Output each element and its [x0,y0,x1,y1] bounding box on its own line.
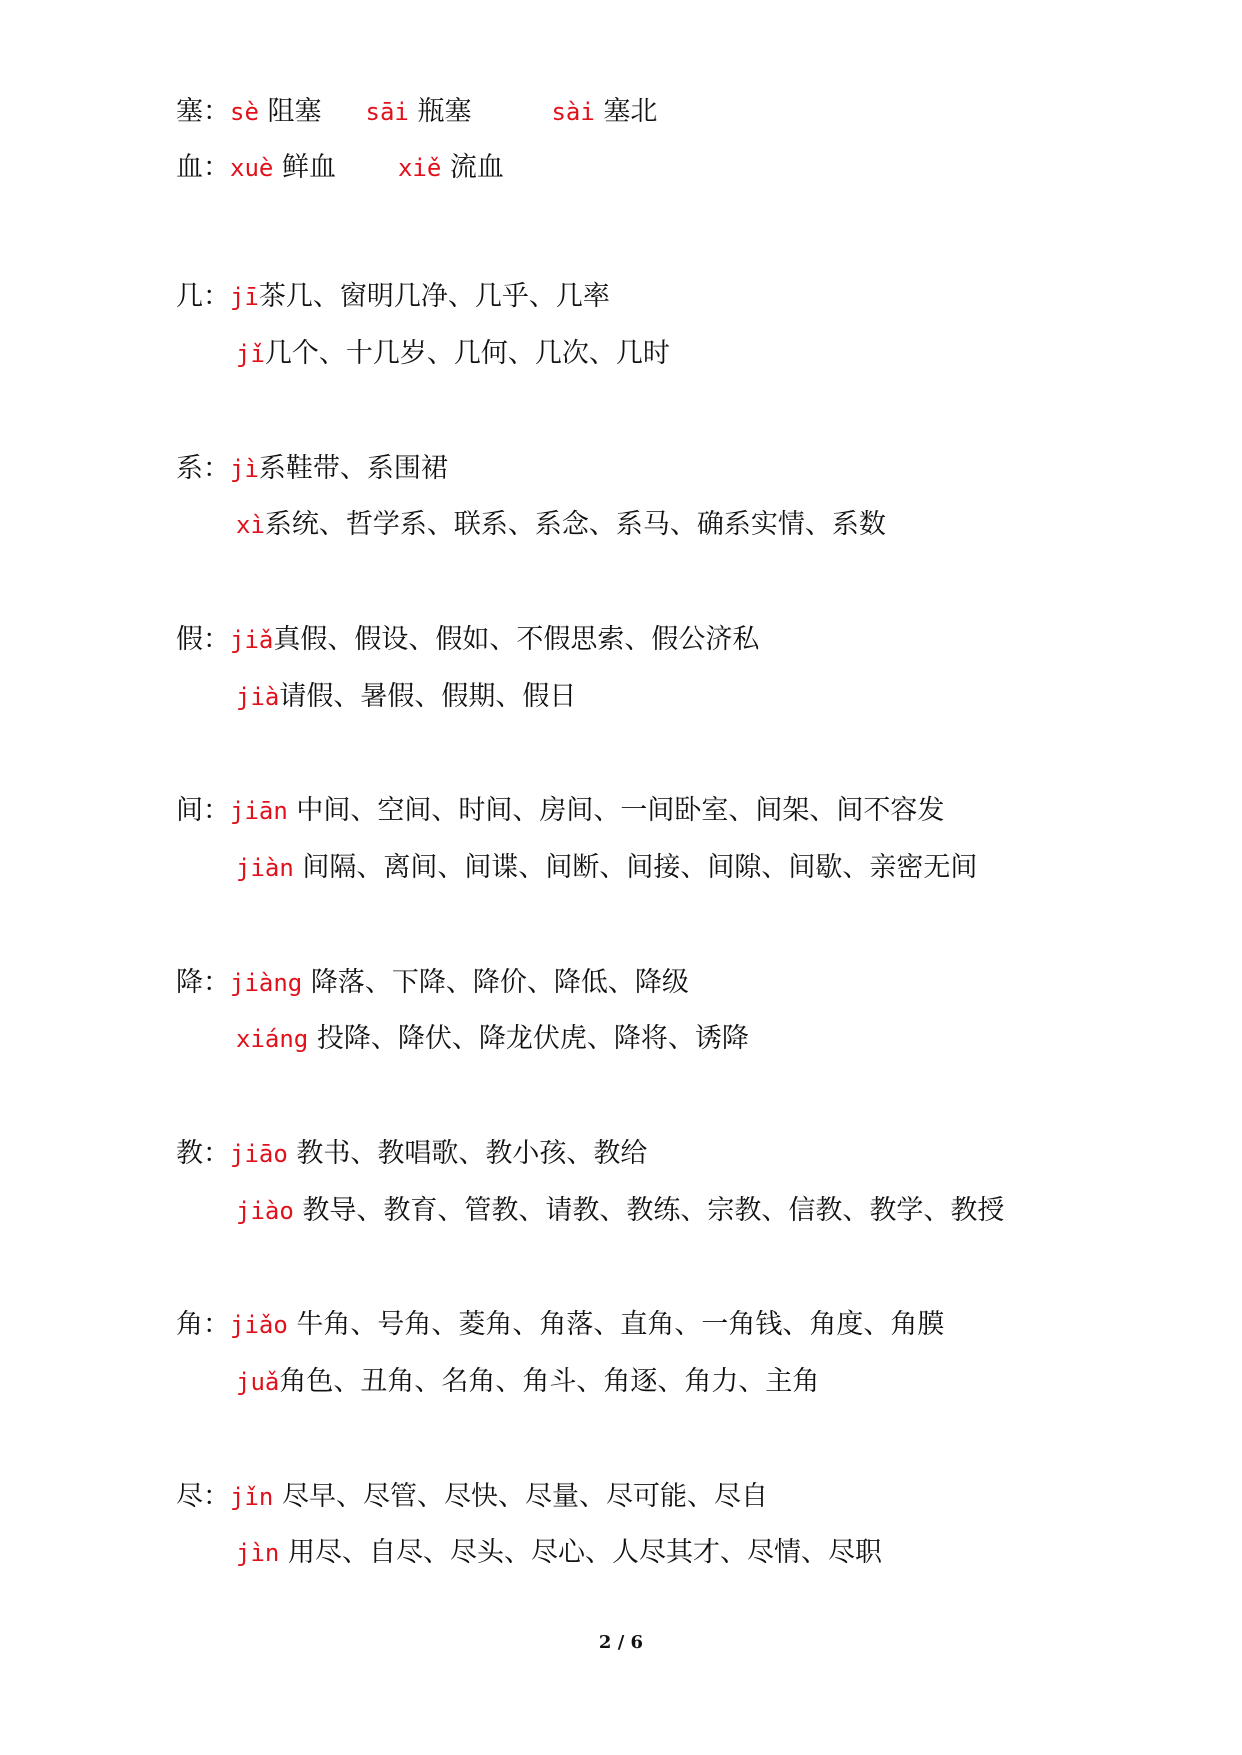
pinyin: jiǎ [230,626,274,654]
char-label: 降 [176,967,203,998]
words: 几个、十几岁、几何、几次、几时 [264,338,670,369]
pinyin: jiān [230,797,288,825]
words: 塞北 [603,96,658,127]
pinyin: jiāo [230,1140,288,1168]
pinyin: xì [236,511,265,539]
words: 教书、教唱歌、教小孩、教给 [296,1138,648,1169]
entry-jiao2-line-1: 角：jiǎo 牛角、号角、菱角、角落、直角、一角钱、角度、角膜 [176,1309,945,1340]
words: 角色、丑角、名角、角斗、角逐、角力、主角 [279,1366,820,1397]
words: 鲜血 [281,152,336,183]
words: 中间、空间、时间、房间、一间卧室、间架、间不容发 [296,795,945,826]
words: 尽早、尽管、尽快、尽量、尽可能、尽自 [281,1481,768,1512]
pinyin: xiáng [236,1025,309,1053]
char-label: 塞 [176,96,203,127]
pinyin: jǐn [230,1483,274,1511]
page-number: 2 / 6 [598,1632,644,1653]
pinyin: jǐ [236,340,265,368]
entry-xi-line-1: 系：jì系鞋带、系围裙 [176,453,448,484]
entry-jiao2-line-2 [236,1364,819,1400]
words: 系统、哲学系、联系、系念、系马、确系实情、系数 [264,509,886,540]
pinyin: jiàng [230,969,303,997]
words: 请假、暑假、假期、假日 [279,681,577,712]
char-label: 假 [176,624,203,655]
char-label: 教 [176,1138,203,1169]
pinyin: jì [230,455,259,483]
char-label: 尽 [176,1481,203,1512]
pinyin: juǎ [236,1368,280,1396]
entry-xue-line: 血：xuè 鲜血 xiě 流血 [176,152,504,183]
char-label: 几 [176,281,203,312]
entry-jian-line-2 [236,850,977,886]
entry-jia-line-1: 假：jiǎ真假、假设、假如、不假思索、假公济私 [176,624,760,655]
words: 瓶塞 [417,96,472,127]
pinyin: jià [236,683,280,711]
entry-ji-line-2 [236,336,670,372]
pinyin: xuè [230,154,274,182]
words: 牛角、号角、菱角、角落、直角、一角钱、角度、角膜 [296,1309,945,1340]
pinyin: xiě [397,154,442,182]
entry-jian-line-1: 间：jiān 中间、空间、时间、房间、一间卧室、间架、间不容发 [176,795,945,826]
char-label: 间 [176,795,203,826]
words: 教导、教育、管教、请教、教练、宗教、信教、教学、教授 [302,1195,1005,1226]
entry-jiao-line-2 [236,1193,1004,1229]
entry-sai-line: 塞：sè 阻塞 sāi 瓶塞 sài 塞北 [176,96,658,127]
words: 投降、降伏、降龙伏虎、降将、诱降 [316,1023,749,1054]
words: 阻塞 [267,96,322,127]
words: 用尽、自尽、尽头、尽心、人尽其才、尽情、尽职 [287,1537,882,1568]
words: 真假、假设、假如、不假思索、假公济私 [273,624,760,655]
words: 系鞋带、系围裙 [258,453,448,484]
pinyin: jìn [236,1539,280,1567]
pinyin: jiǎo [230,1311,288,1339]
entry-jiao-line-1: 教：jiāo 教书、教唱歌、教小孩、教给 [176,1138,648,1169]
words: 间隔、离间、间谍、间断、间接、间隙、间歇、亲密无间 [302,852,978,883]
entry-ji-line-1: 几：jī茶几、窗明几净、几乎、几率 [176,281,610,312]
entry-jin-line-2 [236,1535,882,1571]
pinyin: sài [551,98,595,126]
pinyin: sè [230,98,259,126]
words: 茶几、窗明几净、几乎、几率 [258,281,610,312]
entry-jiang-line-2 [236,1021,749,1057]
words: 降落、下降、降价、降低、降级 [310,967,689,998]
char-label: 角 [176,1309,203,1340]
entry-jin-line-1: 尽：jǐn 尽早、尽管、尽快、尽量、尽可能、尽自 [176,1481,768,1512]
entry-jiang-line-1: 降：jiàng 降落、下降、降价、降低、降级 [176,967,689,998]
pinyin: sāi [365,98,409,126]
entry-xi-line-2 [236,507,886,543]
pinyin: jī [230,283,259,311]
char-label: 系 [176,453,203,484]
pinyin: jiào [236,1197,294,1225]
words: 流血 [449,152,504,183]
pinyin: jiàn [236,854,294,882]
entry-jia-line-2 [236,679,576,715]
char-label: 血 [176,152,203,183]
